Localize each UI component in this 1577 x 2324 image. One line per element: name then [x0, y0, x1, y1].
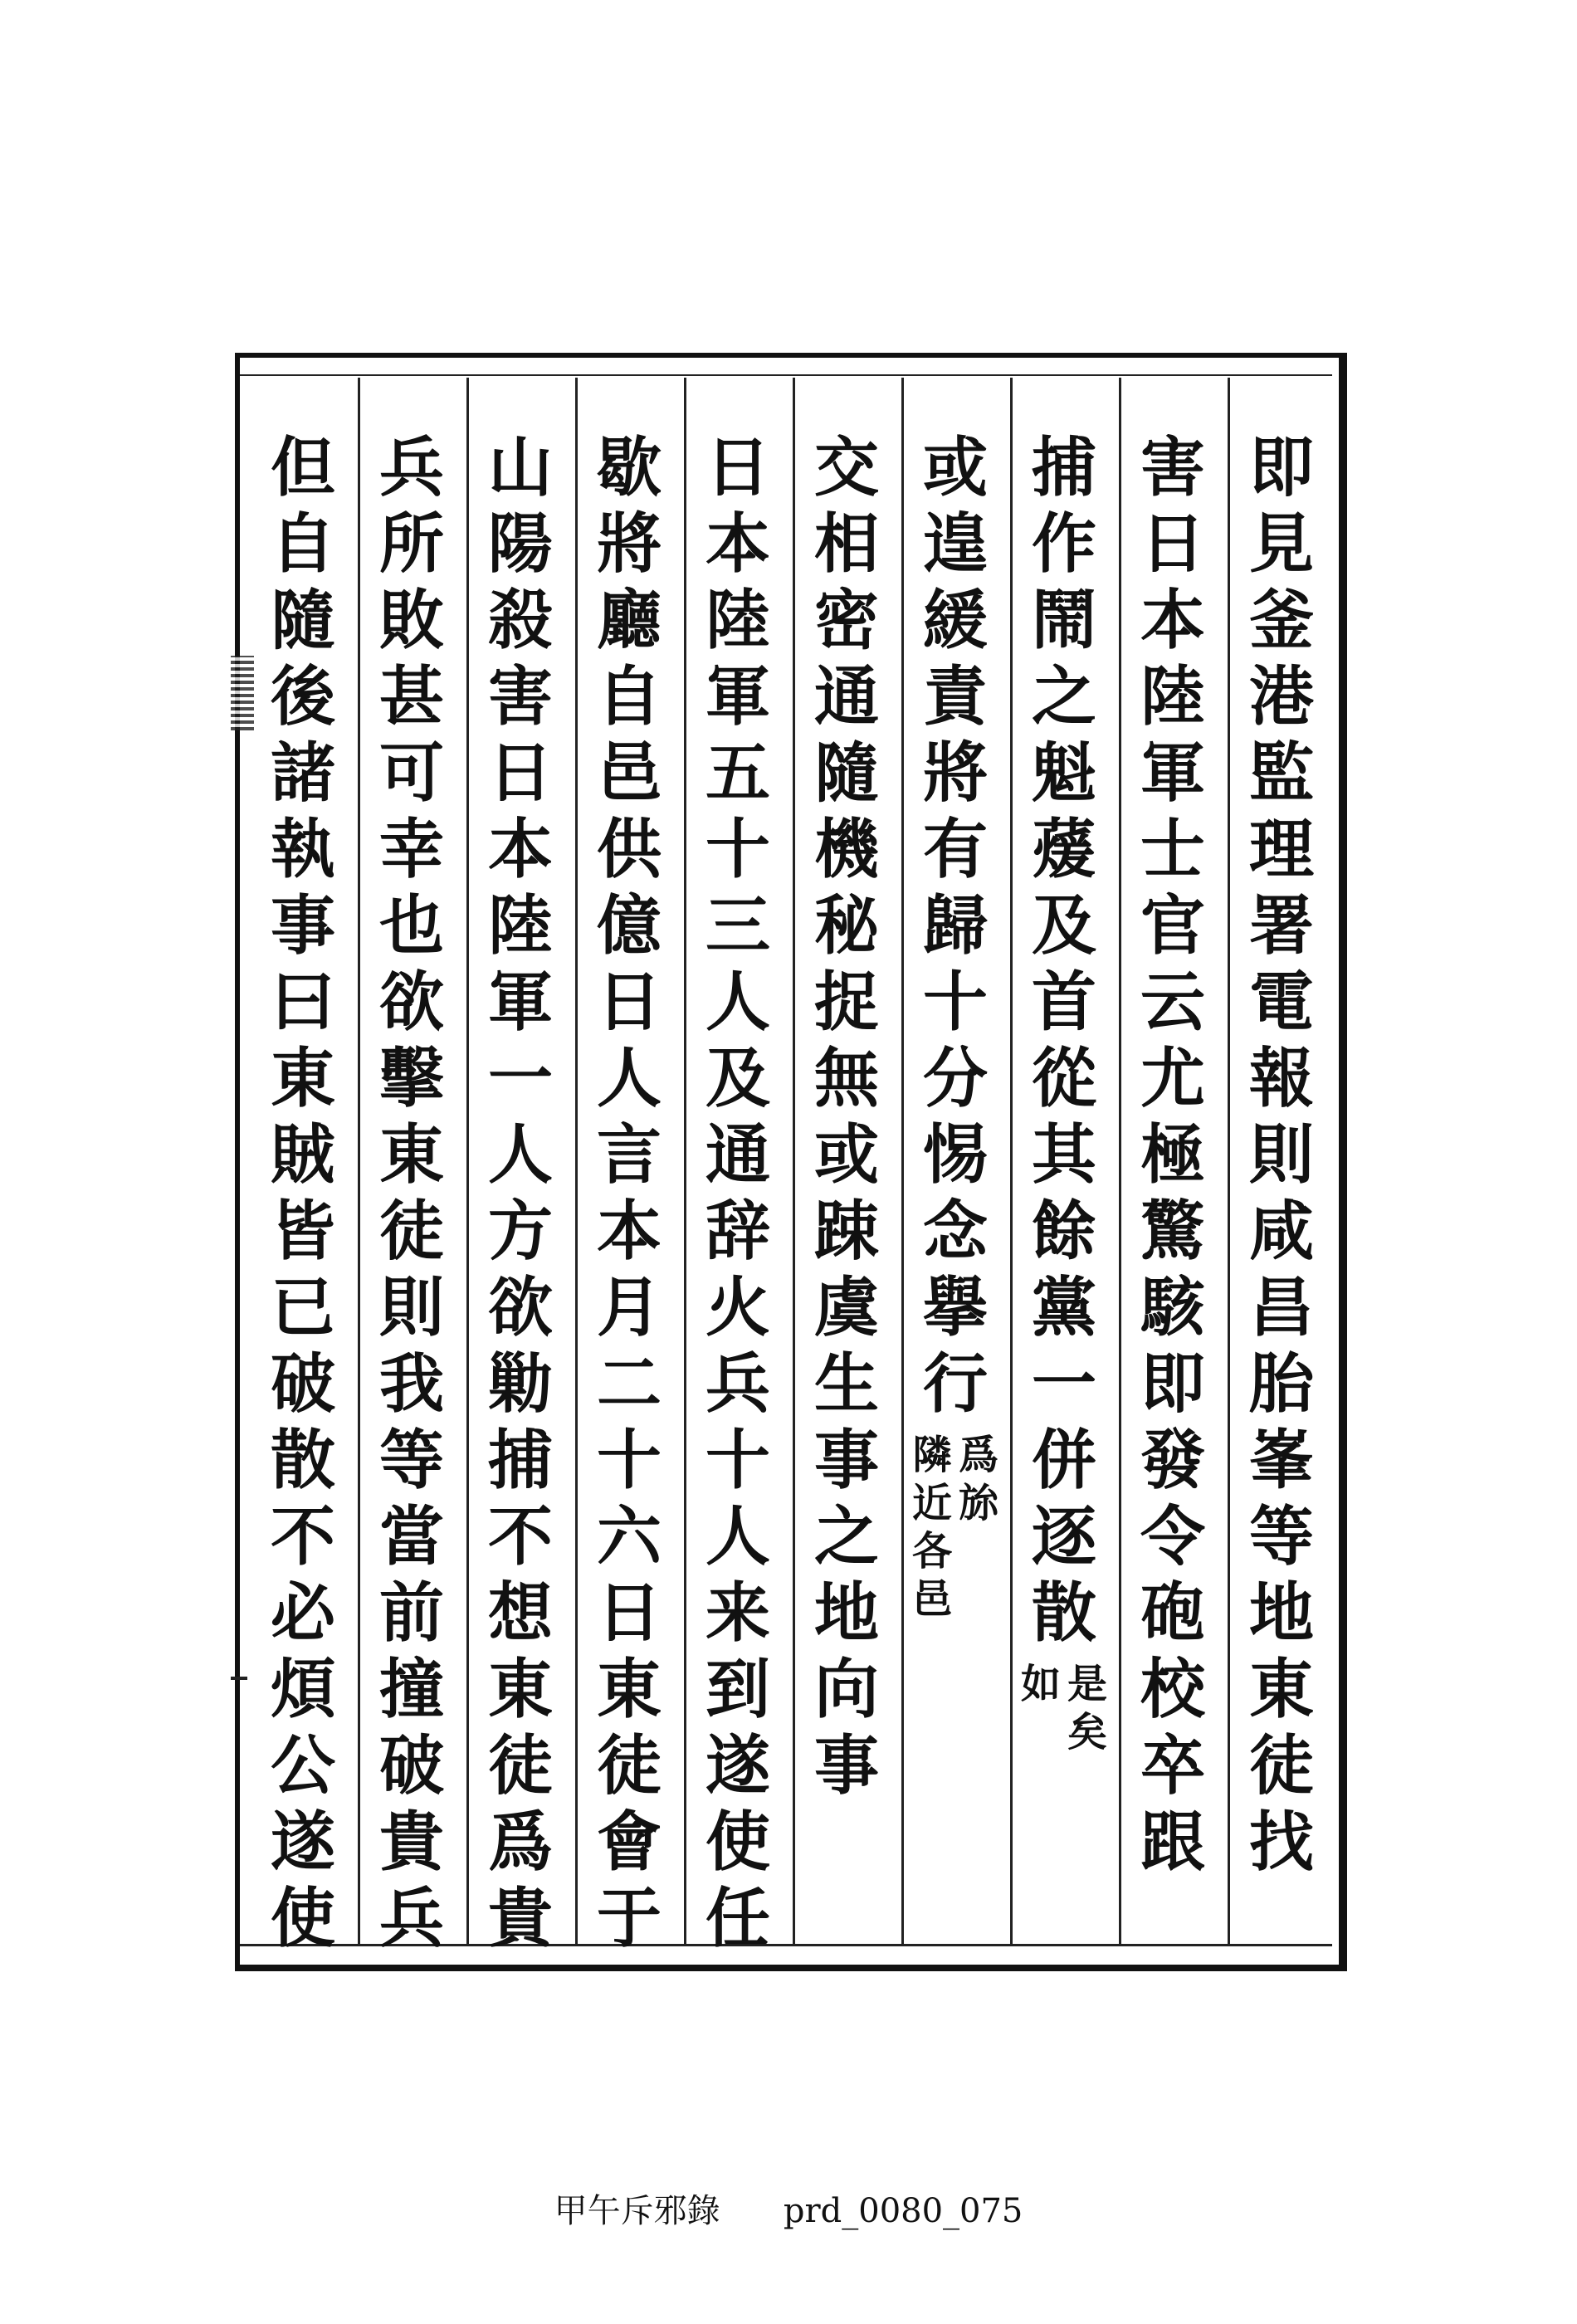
glyph: 將 [922, 735, 988, 811]
glyph: 地 [813, 1575, 879, 1651]
glyph: 逐 [1031, 1499, 1096, 1575]
note-glyph: 是 [1067, 1661, 1108, 1707]
glyph: 使 [705, 1804, 770, 1880]
glyph: 邑 [596, 735, 662, 811]
glyph: 散 [270, 1423, 335, 1498]
glyph: 驚 [1140, 1194, 1205, 1269]
glyph: 本 [596, 1194, 662, 1269]
glyph: 日 [705, 430, 770, 505]
glyph: 人 [596, 1041, 662, 1116]
glyph: 遂 [270, 1804, 335, 1880]
glyph: 官 [1140, 888, 1205, 964]
glyph: 使 [270, 1881, 335, 1956]
glyph: 捉 [813, 964, 879, 1040]
glyph: 電 [1248, 964, 1314, 1040]
glyph: 密 [813, 583, 879, 658]
glyph: 通 [705, 1117, 770, 1193]
column-text [1140, 430, 1205, 1887]
glyph: 十 [705, 812, 770, 887]
glyph: 云 [1140, 964, 1205, 1040]
glyph: 東 [378, 1117, 444, 1193]
page-caption [0, 2185, 1577, 2232]
glyph: 兵 [705, 1346, 770, 1422]
glyph: 之 [1031, 659, 1096, 735]
glyph: 到 [705, 1652, 770, 1727]
text-column [257, 430, 349, 1963]
column-text [270, 430, 335, 1963]
glyph: 通 [813, 659, 879, 735]
column-divider [684, 378, 686, 1946]
column-text [487, 430, 553, 1963]
glyph: 億 [596, 888, 662, 964]
glyph: 念 [922, 1194, 988, 1269]
glyph: 踈 [813, 1194, 879, 1269]
glyph: 地 [1248, 1575, 1314, 1651]
glyph: 則 [1248, 1117, 1314, 1193]
glyph: 不 [487, 1499, 553, 1575]
glyph: 歸 [922, 888, 988, 964]
glyph: 害 [487, 659, 553, 735]
glyph: 交 [813, 430, 879, 505]
binding-margin-mark [231, 656, 254, 730]
glyph: 隨 [813, 735, 879, 811]
glyph: 或 [813, 1117, 879, 1193]
glyph: 校 [1140, 1652, 1205, 1727]
glyph: 一 [487, 1041, 553, 1116]
glyph: 捕 [487, 1423, 553, 1498]
glyph: 来 [705, 1575, 770, 1651]
glyph: 無 [813, 1041, 879, 1116]
glyph: 軍 [705, 659, 770, 735]
text-column [475, 430, 566, 1963]
text-column [1018, 430, 1110, 1760]
glyph: 自 [596, 659, 662, 735]
glyph: 人 [705, 1499, 770, 1575]
glyph: 虞 [813, 1270, 879, 1345]
glyph: 不 [270, 1499, 335, 1575]
glyph: 峯 [1248, 1423, 1314, 1498]
glyph: 跟 [1140, 1804, 1205, 1880]
glyph: 前 [378, 1575, 444, 1651]
note-glyph: 旀 [959, 1480, 999, 1526]
glyph: 報 [1248, 1041, 1314, 1116]
glyph: 本 [1140, 583, 1205, 658]
glyph: 發 [1140, 1423, 1205, 1498]
note-glyph: 邑 [911, 1576, 952, 1623]
glyph: 生 [813, 1346, 879, 1422]
glyph: 自 [270, 506, 335, 582]
glyph: 擧 [922, 1270, 988, 1345]
glyph: 徒 [596, 1728, 662, 1804]
note-line [1020, 1661, 1061, 1760]
glyph: 所 [378, 506, 444, 582]
text-column [583, 430, 675, 1963]
glyph: 事 [813, 1423, 879, 1498]
glyph: 擊 [378, 1041, 444, 1116]
glyph: 理 [1248, 812, 1314, 887]
glyph: 于 [596, 1881, 662, 1956]
column-divider [1119, 378, 1121, 1946]
glyph: 找 [1248, 1804, 1314, 1880]
glyph: 隨 [270, 583, 335, 658]
glyph: 已 [270, 1270, 335, 1345]
glyph: 魁 [1031, 735, 1096, 811]
glyph: 敗 [378, 583, 444, 658]
glyph: 言 [596, 1117, 662, 1193]
glyph: 港 [1248, 659, 1314, 735]
column-divider [1010, 378, 1013, 1946]
column-text [1031, 430, 1096, 1658]
glyph: 當 [378, 1499, 444, 1575]
column-text [813, 430, 879, 1810]
glyph: 砲 [1140, 1575, 1205, 1651]
glyph: 機 [813, 812, 879, 887]
binding-margin-tick [231, 1677, 247, 1680]
glyph: 人 [487, 1117, 553, 1193]
glyph: 東 [1248, 1652, 1314, 1727]
glyph: 執 [270, 812, 335, 887]
glyph: 勦 [487, 1346, 553, 1422]
column-divider [466, 378, 469, 1946]
caption-title: 甲午斥邪錄 [554, 2192, 720, 2230]
glyph: 東 [270, 1041, 335, 1116]
glyph: 相 [813, 506, 879, 582]
glyph: 方 [487, 1194, 553, 1269]
glyph: 即 [1140, 1346, 1205, 1422]
glyph: 軍 [1140, 735, 1205, 811]
column-divider [1228, 378, 1230, 1946]
glyph: 日 [487, 735, 553, 811]
glyph: 軍 [487, 964, 553, 1040]
glyph: 一 [1031, 1346, 1096, 1422]
glyph: 三 [705, 888, 770, 964]
glyph: 事 [270, 888, 335, 964]
note-line [911, 1432, 952, 1628]
column-divider [901, 378, 904, 1946]
glyph: 等 [1248, 1499, 1314, 1575]
glyph: 黨 [1031, 1270, 1096, 1345]
glyph: 士 [1140, 812, 1205, 887]
glyph: 陽 [487, 506, 553, 582]
glyph: 日 [596, 964, 662, 1040]
text-column [366, 430, 457, 1963]
column-divider [575, 378, 578, 1946]
glyph: 等 [378, 1423, 444, 1498]
glyph: 曰 [270, 964, 335, 1040]
glyph: 殺 [487, 583, 553, 658]
glyph: 卒 [1140, 1728, 1205, 1804]
glyph: 本 [487, 812, 553, 887]
glyph: 廳 [596, 583, 662, 658]
caption-code: prd_0080_075 [783, 2192, 1023, 2230]
glyph: 欲 [487, 1270, 553, 1345]
glyph: 欲 [378, 964, 444, 1040]
glyph: 咸 [1248, 1194, 1314, 1269]
glyph: 諸 [270, 735, 335, 811]
glyph: 胎 [1248, 1346, 1314, 1422]
glyph: 本 [705, 506, 770, 582]
glyph: 見 [1248, 506, 1314, 582]
glyph: 惕 [922, 1117, 988, 1193]
glyph: 必 [270, 1575, 335, 1651]
glyph: 皆 [270, 1194, 335, 1269]
glyph: 從 [1031, 1041, 1096, 1116]
glyph: 日 [596, 1575, 662, 1651]
glyph: 徒 [1248, 1728, 1314, 1804]
glyph: 分 [922, 1041, 988, 1116]
glyph: 破 [378, 1728, 444, 1804]
glyph: 十 [705, 1423, 770, 1498]
glyph: 火 [705, 1270, 770, 1345]
glyph: 令 [1140, 1499, 1205, 1575]
text-column [1236, 430, 1327, 1887]
glyph: 向 [813, 1652, 879, 1727]
glyph: 可 [378, 735, 444, 811]
column-text [705, 430, 770, 1963]
glyph: 鬧 [1031, 583, 1096, 658]
glyph: 害 [1140, 430, 1205, 505]
glyph: 破 [270, 1346, 335, 1422]
glyph: 併 [1031, 1423, 1096, 1498]
interlinear-note [1020, 1661, 1108, 1760]
glyph: 作 [1031, 506, 1096, 582]
note-line [959, 1432, 999, 1628]
glyph: 十 [922, 964, 988, 1040]
glyph: 二 [596, 1346, 662, 1422]
interlinear-note [911, 1432, 999, 1628]
glyph: 後 [270, 659, 335, 735]
glyph: 任 [705, 1881, 770, 1956]
glyph: 行 [922, 1346, 988, 1422]
glyph: 將 [596, 506, 662, 582]
glyph: 我 [378, 1346, 444, 1422]
note-glyph: 近 [911, 1480, 952, 1526]
glyph: 其 [1031, 1117, 1096, 1193]
glyph: 事 [813, 1728, 879, 1804]
glyph: 甚 [378, 659, 444, 735]
glyph: 貴 [487, 1881, 553, 1956]
column-text [378, 430, 444, 1963]
glyph: 人 [705, 964, 770, 1040]
glyph: 昌 [1248, 1270, 1314, 1345]
note-glyph: 如 [1020, 1661, 1061, 1707]
glyph: 及 [705, 1041, 770, 1116]
glyph: 供 [596, 812, 662, 887]
text-column [692, 430, 784, 1963]
glyph: 極 [1140, 1117, 1205, 1193]
glyph: 秘 [813, 888, 879, 964]
glyph: 餘 [1031, 1194, 1096, 1269]
glyph: 散 [1031, 1575, 1096, 1651]
glyph: 賊 [270, 1117, 335, 1193]
glyph: 但 [270, 430, 335, 505]
glyph: 蕿 [1031, 812, 1096, 887]
text-column [910, 430, 1001, 1628]
glyph: 之 [813, 1499, 879, 1575]
note-glyph: 矣 [1067, 1709, 1108, 1755]
note-glyph: 各 [911, 1528, 952, 1575]
glyph: 公 [270, 1728, 335, 1804]
glyph: 駭 [1140, 1270, 1205, 1345]
glyph: 日 [1140, 506, 1205, 582]
glyph: 想 [487, 1575, 553, 1651]
glyph: 徒 [378, 1194, 444, 1269]
glyph: 撞 [378, 1652, 444, 1727]
glyph: 尤 [1140, 1041, 1205, 1116]
glyph: 兵 [378, 430, 444, 505]
column-divider [358, 378, 360, 1946]
text-column [1127, 430, 1218, 1887]
glyph: 則 [378, 1270, 444, 1345]
glyph: 陸 [1140, 659, 1205, 735]
column-text [1248, 430, 1314, 1887]
glyph: 遑 [922, 506, 988, 582]
glyph: 五 [705, 735, 770, 811]
column-text [596, 430, 662, 1963]
glyph: 遂 [705, 1728, 770, 1804]
glyph: 或 [922, 430, 988, 505]
glyph: 緩 [922, 583, 988, 658]
glyph: 有 [922, 812, 988, 887]
glyph: 東 [487, 1652, 553, 1727]
glyph: 爲 [487, 1804, 553, 1880]
note-line [1067, 1661, 1108, 1760]
glyph: 會 [596, 1804, 662, 1880]
glyph: 釜 [1248, 583, 1314, 658]
glyph: 也 [378, 888, 444, 964]
glyph: 六 [596, 1499, 662, 1575]
glyph: 煩 [270, 1652, 335, 1727]
glyph: 貴 [378, 1804, 444, 1880]
glyph: 監 [1248, 735, 1314, 811]
glyph: 署 [1248, 888, 1314, 964]
glyph: 東 [596, 1652, 662, 1727]
glyph: 兵 [378, 1881, 444, 1956]
note-glyph: 隣 [911, 1432, 952, 1478]
glyph: 即 [1248, 430, 1314, 505]
glyph: 山 [487, 430, 553, 505]
glyph: 陸 [705, 583, 770, 658]
glyph: 首 [1031, 964, 1096, 1040]
glyph: 月 [596, 1270, 662, 1345]
glyph: 歇 [596, 430, 662, 505]
note-glyph: 爲 [959, 1432, 999, 1478]
glyph: 十 [596, 1423, 662, 1498]
glyph: 陸 [487, 888, 553, 964]
glyph: 幸 [378, 812, 444, 887]
glyph: 及 [1031, 888, 1096, 964]
text-column [801, 430, 892, 1810]
glyph: 辞 [705, 1194, 770, 1269]
glyph: 責 [922, 659, 988, 735]
column-divider [793, 378, 795, 1946]
glyph: 捕 [1031, 430, 1096, 505]
column-text [922, 430, 988, 1428]
glyph: 徒 [487, 1728, 553, 1804]
